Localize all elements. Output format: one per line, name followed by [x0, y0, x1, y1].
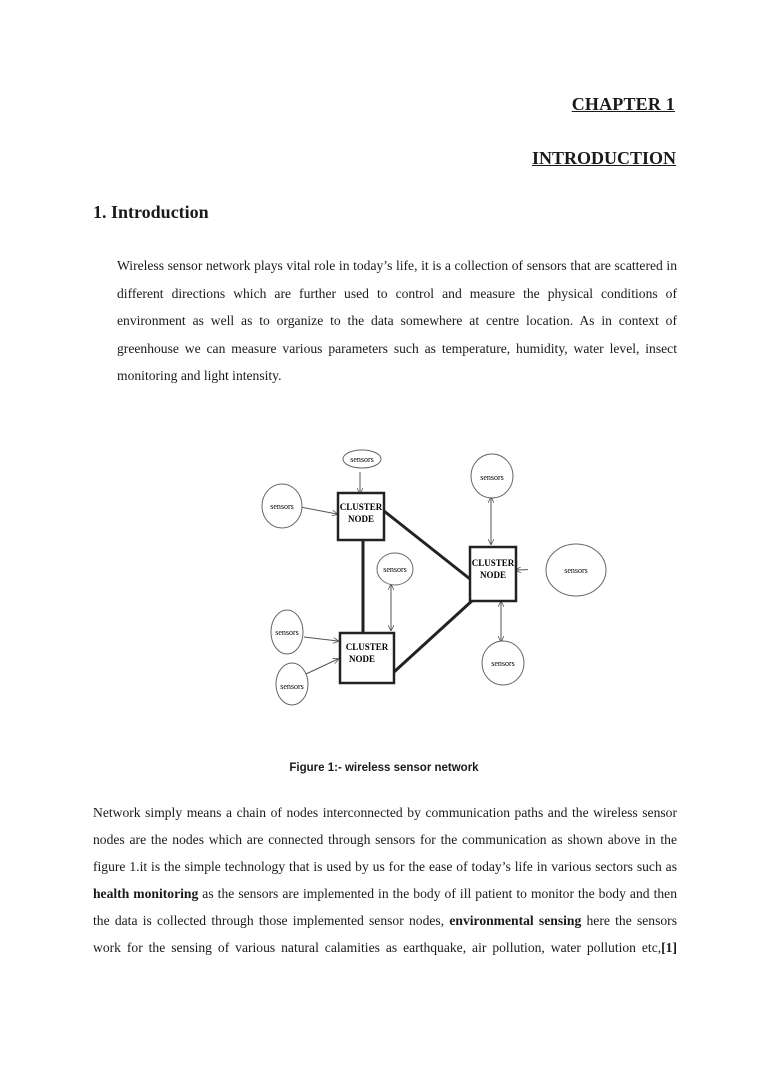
cluster-node-top [338, 493, 384, 540]
citation-1: [1] [661, 940, 677, 955]
svg-text:sensors: sensors [275, 628, 299, 637]
sensor-bottom-left-2 [276, 663, 308, 705]
sensor-bottom-left-1 [271, 610, 303, 654]
svg-text:CLUSTER: CLUSTER [339, 502, 383, 512]
chapter-title: INTRODUCTION [531, 148, 676, 168]
svg-text:CLUSTER: CLUSTER [471, 558, 515, 568]
wireless-sensor-network-figure [258, 448, 528, 718]
svg-text:NODE: NODE [348, 654, 376, 664]
sensor-middle [377, 553, 413, 585]
sensor-right-overflow [540, 540, 630, 620]
connector-bottom-left-sensor-2 [306, 659, 338, 674]
sensor-top [343, 450, 381, 468]
body-paragraph: Network simply means a chain of nodes interconnected by communication paths and the wireless sensor nodes are the nodes which are connected through sensors for the communication as shown above in the figure 1.it is the simple technology that is used by us for the ease of today’s life in various sectors such as health monitoring as the sensors are implemented in the body of ill patient to monitor the body and then the data is collected through those implemented sensor nodes, environmental sensing here the sensors work for the sensing of various natural calamities as earthquake, air pollution, water pollution etc,[1] [93, 805, 677, 955]
svg-text:sensors: sensors [564, 566, 588, 575]
intro-paragraph: Wireless sensor network plays vital role in today’s life, it is a collection of sensors that are scattered in different directions which are further used to control and measure the physical conditions of environment as well as to organize to the data somewhere at centre location. As in context of greenhouse we can measure various parameters such as temperature, humidity, water level, insect monitoring and light intensity. [117, 258, 677, 383]
svg-text:sensors: sensors [350, 455, 374, 464]
chapter-number: CHAPTER 1 [571, 94, 675, 114]
network-diagram [258, 448, 528, 718]
section-heading: 1. Introduction [93, 202, 209, 222]
link-bottom-right [394, 599, 474, 672]
sensor-left [262, 484, 302, 528]
cluster-node-right [470, 547, 516, 601]
svg-text:NODE: NODE [347, 514, 375, 524]
connector-right-sensor [516, 569, 528, 570]
sensor-right-top [471, 454, 513, 498]
figure-caption: Figure 1:- wireless sensor network [289, 762, 479, 774]
connector-bottom-left-sensor-1 [304, 637, 338, 641]
svg-text:NODE: NODE [479, 570, 507, 580]
bold-health-monitoring: health monitoring [93, 886, 199, 901]
svg-text:sensors: sensors [491, 659, 515, 668]
svg-text:sensors: sensors [383, 565, 407, 574]
svg-text:sensors: sensors [480, 473, 504, 482]
svg-text:sensors: sensors [280, 682, 304, 691]
cluster-node-bottom [340, 633, 394, 683]
sensor-right-bottom [482, 641, 524, 685]
bold-environmental-sensing: environmental sensing [449, 913, 582, 928]
svg-text:sensors: sensors [270, 502, 294, 511]
svg-text:CLUSTER: CLUSTER [345, 642, 389, 652]
